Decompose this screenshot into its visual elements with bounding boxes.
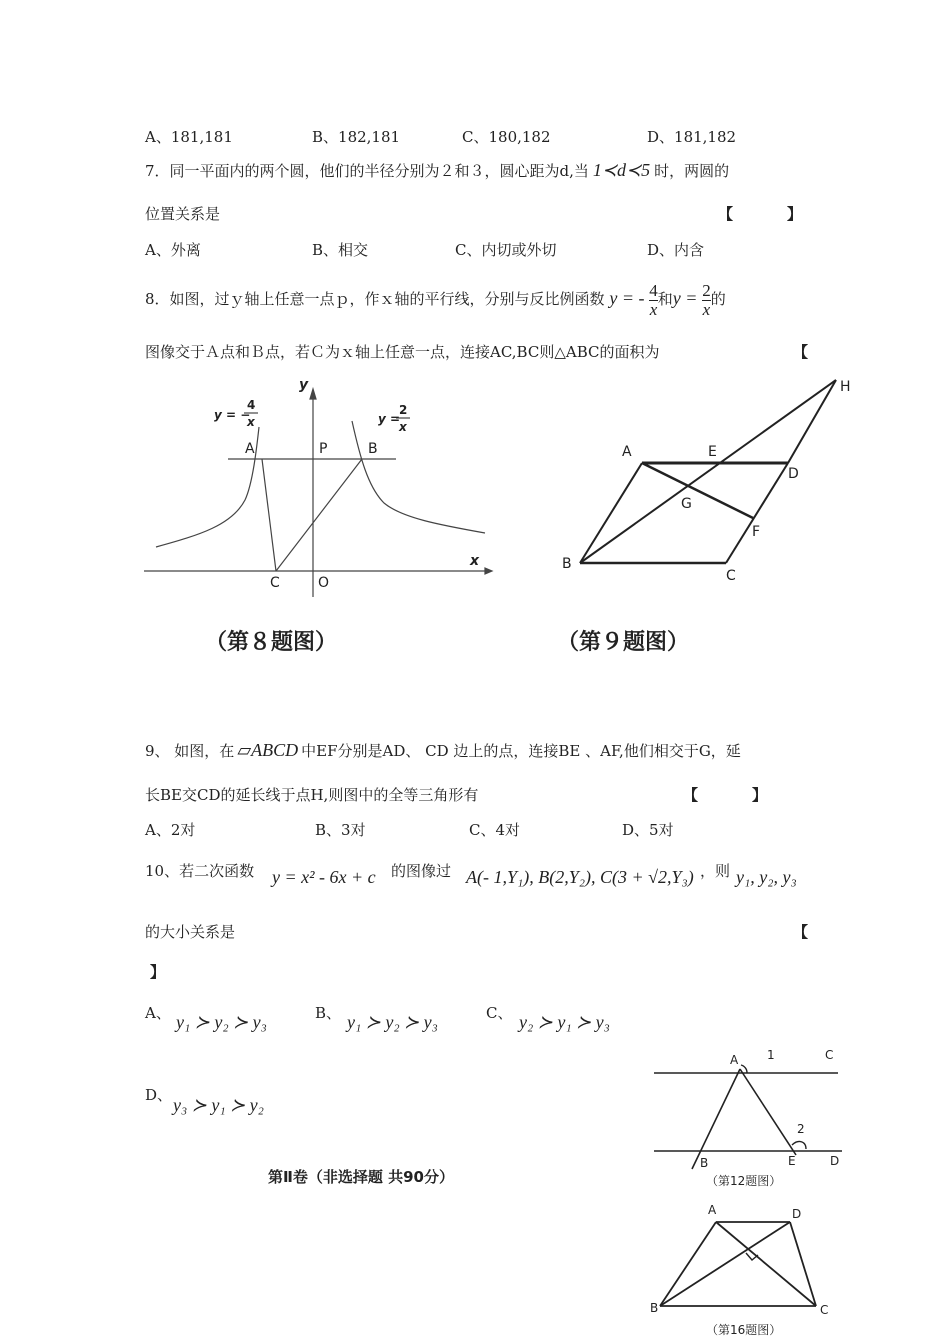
q9-option-b: B、3对 xyxy=(315,821,366,839)
fig8-caption: （第８题图） xyxy=(205,630,338,655)
fig9-point-h: H xyxy=(840,379,851,395)
fig8-pos-func-num: 2 xyxy=(399,403,408,417)
q8-func1-fraction xyxy=(649,282,658,319)
fig8-curve-negative xyxy=(156,427,259,547)
fig9-side-cd xyxy=(726,463,788,563)
fig9-point-c: C xyxy=(726,568,736,584)
figure-8 xyxy=(140,375,500,605)
q9-bracket-left: 【 xyxy=(683,786,699,804)
fig12-point-c: C xyxy=(825,1048,834,1062)
fig8-point-a: A xyxy=(245,441,255,457)
q9-option-a: A、2对 xyxy=(145,821,196,839)
q7-stem xyxy=(145,161,729,180)
q7-bracket-left: 【 xyxy=(718,205,734,223)
q10-bracket-right: 】 xyxy=(150,963,166,981)
q10-stem-part1: 10、若二次函数 xyxy=(145,862,255,880)
q6-option-b: B、182,181 xyxy=(312,128,401,146)
q8-func2-num: 2 xyxy=(702,280,711,300)
figure-9 xyxy=(560,375,860,585)
q7-stem-part1: 7．同一平面内的两个圆，他们的半径分别为２和３，圆心距为d,当 xyxy=(145,162,589,180)
fig8-curve-positive xyxy=(352,421,485,533)
fig8-point-b: B xyxy=(368,441,378,457)
q9-stem-part1a: 9、 如图，在 xyxy=(145,742,235,760)
q9-bracket-right: 】 xyxy=(752,786,768,804)
fig8-neg-func-label: y = − xyxy=(214,408,251,422)
fig12-segment-ae xyxy=(740,1069,796,1155)
fig9-line-af xyxy=(642,463,753,518)
fig16-side-dc xyxy=(790,1222,816,1306)
q8-func2-den: x xyxy=(702,299,711,319)
q7-option-c: C、内切或外切 xyxy=(455,241,557,259)
q8-stem-part2: 的 xyxy=(710,290,726,308)
fig12-point-b: B xyxy=(700,1156,709,1170)
fig9-point-a: A xyxy=(622,444,632,460)
q10-option-a: y₁ ≻ y₂ ≻ y₃ xyxy=(176,1012,267,1032)
fig16-point-d: D xyxy=(792,1207,802,1221)
figure-16 xyxy=(650,1200,850,1340)
fig9-line-dh xyxy=(788,380,836,463)
q6-option-a: A、181,181 xyxy=(145,128,233,146)
fig16-side-ab xyxy=(660,1222,716,1306)
fig8-neg-func-den: x xyxy=(247,415,255,429)
fig8-axis-y-label: y xyxy=(299,377,309,393)
q9-option-c: C、4对 xyxy=(469,821,521,839)
figure-12 xyxy=(650,1045,870,1195)
fig12-angle-2-arc xyxy=(792,1142,806,1149)
q7-stem-part2: 时，两圆的 xyxy=(654,162,730,180)
q8-func2-lhs: y = xyxy=(672,288,698,308)
fig9-point-e: E xyxy=(708,444,717,460)
q10-option-b: y₁ ≻ y₂ ≻ y₃ xyxy=(347,1012,438,1032)
fig9-point-b: B xyxy=(562,556,572,572)
q10-bracket-left: 【 xyxy=(793,923,809,941)
q10-option-c-label: C、 xyxy=(486,1004,513,1022)
q8-stem xyxy=(145,278,726,319)
fig8-pos-func-den: x xyxy=(399,420,407,434)
q8-func1-den: x xyxy=(649,299,658,319)
fig16-diagonal-bd xyxy=(660,1222,790,1306)
q10-option-c: y₂ ≻ y₁ ≻ y₃ xyxy=(519,1012,610,1032)
fig12-angle-2: 2 xyxy=(797,1122,805,1136)
fig9-point-d: D xyxy=(788,466,799,482)
q8-func1-num: 4 xyxy=(649,280,658,300)
q7-option-d: D、内含 xyxy=(647,241,705,259)
fig9-point-g: G xyxy=(681,496,692,512)
q10-option-b-label: B、 xyxy=(315,1004,342,1022)
q9-line2: 长BE交CD的延长线于点H,则图中的全等三角形有 xyxy=(145,786,479,804)
fig12-point-d: D xyxy=(830,1154,840,1168)
q10-variables: y₁, y₂, y₃ xyxy=(736,867,797,887)
fig12-point-a: A xyxy=(730,1053,739,1067)
fig8-axis-x-label: x xyxy=(470,553,480,569)
part2-title: 第Ⅱ卷（非选择题 共90分） xyxy=(268,1168,454,1186)
fig8-pos-func-label: y = xyxy=(378,412,401,426)
fig9-side-ab xyxy=(580,463,642,563)
q10-function: y = x² - 6x + c xyxy=(272,867,376,887)
q7-option-b: B、相交 xyxy=(312,241,369,259)
q6-option-d: D、181,182 xyxy=(647,128,737,146)
fig12-caption: （第12题图） xyxy=(706,1174,782,1188)
q10-line2: 的大小关系是 xyxy=(145,923,236,941)
fig12-angle-1: 1 xyxy=(767,1048,775,1062)
q10-stem-part2: 的图像过 xyxy=(391,862,452,880)
fig8-point-c: C xyxy=(270,575,280,591)
fig9-point-f: F xyxy=(752,524,761,540)
q9-stem xyxy=(145,741,741,760)
fig16-point-a: A xyxy=(708,1203,717,1217)
q8-and: 和 xyxy=(657,290,673,308)
fig16-point-b: B xyxy=(650,1301,659,1315)
fig8-point-o: O xyxy=(318,575,330,591)
q7-bracket-right: 】 xyxy=(787,205,803,223)
q10-option-d: y₃ ≻ y₁ ≻ y₂ xyxy=(173,1095,264,1115)
fig8-segment-bc xyxy=(276,459,362,571)
q10-option-a-label: A、 xyxy=(145,1004,171,1022)
q8-stem-part1: 8．如图，过ｙ轴上任意一点ｐ，作ｘ轴的平行线，分别与反比例函数 xyxy=(145,290,605,308)
fig8-y-arrow xyxy=(310,389,316,399)
fig12-point-e: E xyxy=(788,1154,796,1168)
q8-func2-fraction xyxy=(702,282,711,319)
fig8-point-p: P xyxy=(319,441,328,457)
fig12-segment-ab xyxy=(692,1069,740,1169)
q6-option-c: C、180,182 xyxy=(462,128,551,146)
q9-parallelogram: ▱ABCD xyxy=(237,740,299,760)
q8-bracket: 【 xyxy=(793,343,809,361)
q10-stem-part3: ，则 xyxy=(700,862,731,880)
q7-line2: 位置关系是 xyxy=(145,205,221,223)
fig16-diagonal-ac xyxy=(716,1222,816,1306)
fig16-caption: （第16题图） xyxy=(706,1323,782,1337)
q10-points: A(- 1,Y₁), B(2,Y₂), C(3 + √2,Y₃) xyxy=(466,867,694,887)
q7-condition: 1≺d≺5 xyxy=(592,160,651,180)
fig9-caption: （第９题图） xyxy=(557,630,690,655)
fig16-right-angle-mark xyxy=(746,1253,758,1260)
q8-func1-lhs: y = - xyxy=(609,288,645,308)
fig16-point-c: C xyxy=(820,1303,829,1317)
fig8-x-arrow xyxy=(485,568,492,574)
fig8-neg-func-num: 4 xyxy=(247,398,256,412)
q8-line2: 图像交于Ａ点和Ｂ点，若Ｃ为ｘ轴上任意一点，连接AC,BC则△ABC的面积为 xyxy=(145,343,660,361)
q9-option-d: D、5对 xyxy=(622,821,674,839)
q10-option-d-label: D、 xyxy=(145,1086,173,1104)
fig8-segment-ac xyxy=(262,459,276,571)
q7-option-a: A、外离 xyxy=(145,241,201,259)
q9-stem-part1b: 中EF分别是AD、 CD 边上的点，连接BE 、AF,他们相交于G，延 xyxy=(301,742,741,760)
